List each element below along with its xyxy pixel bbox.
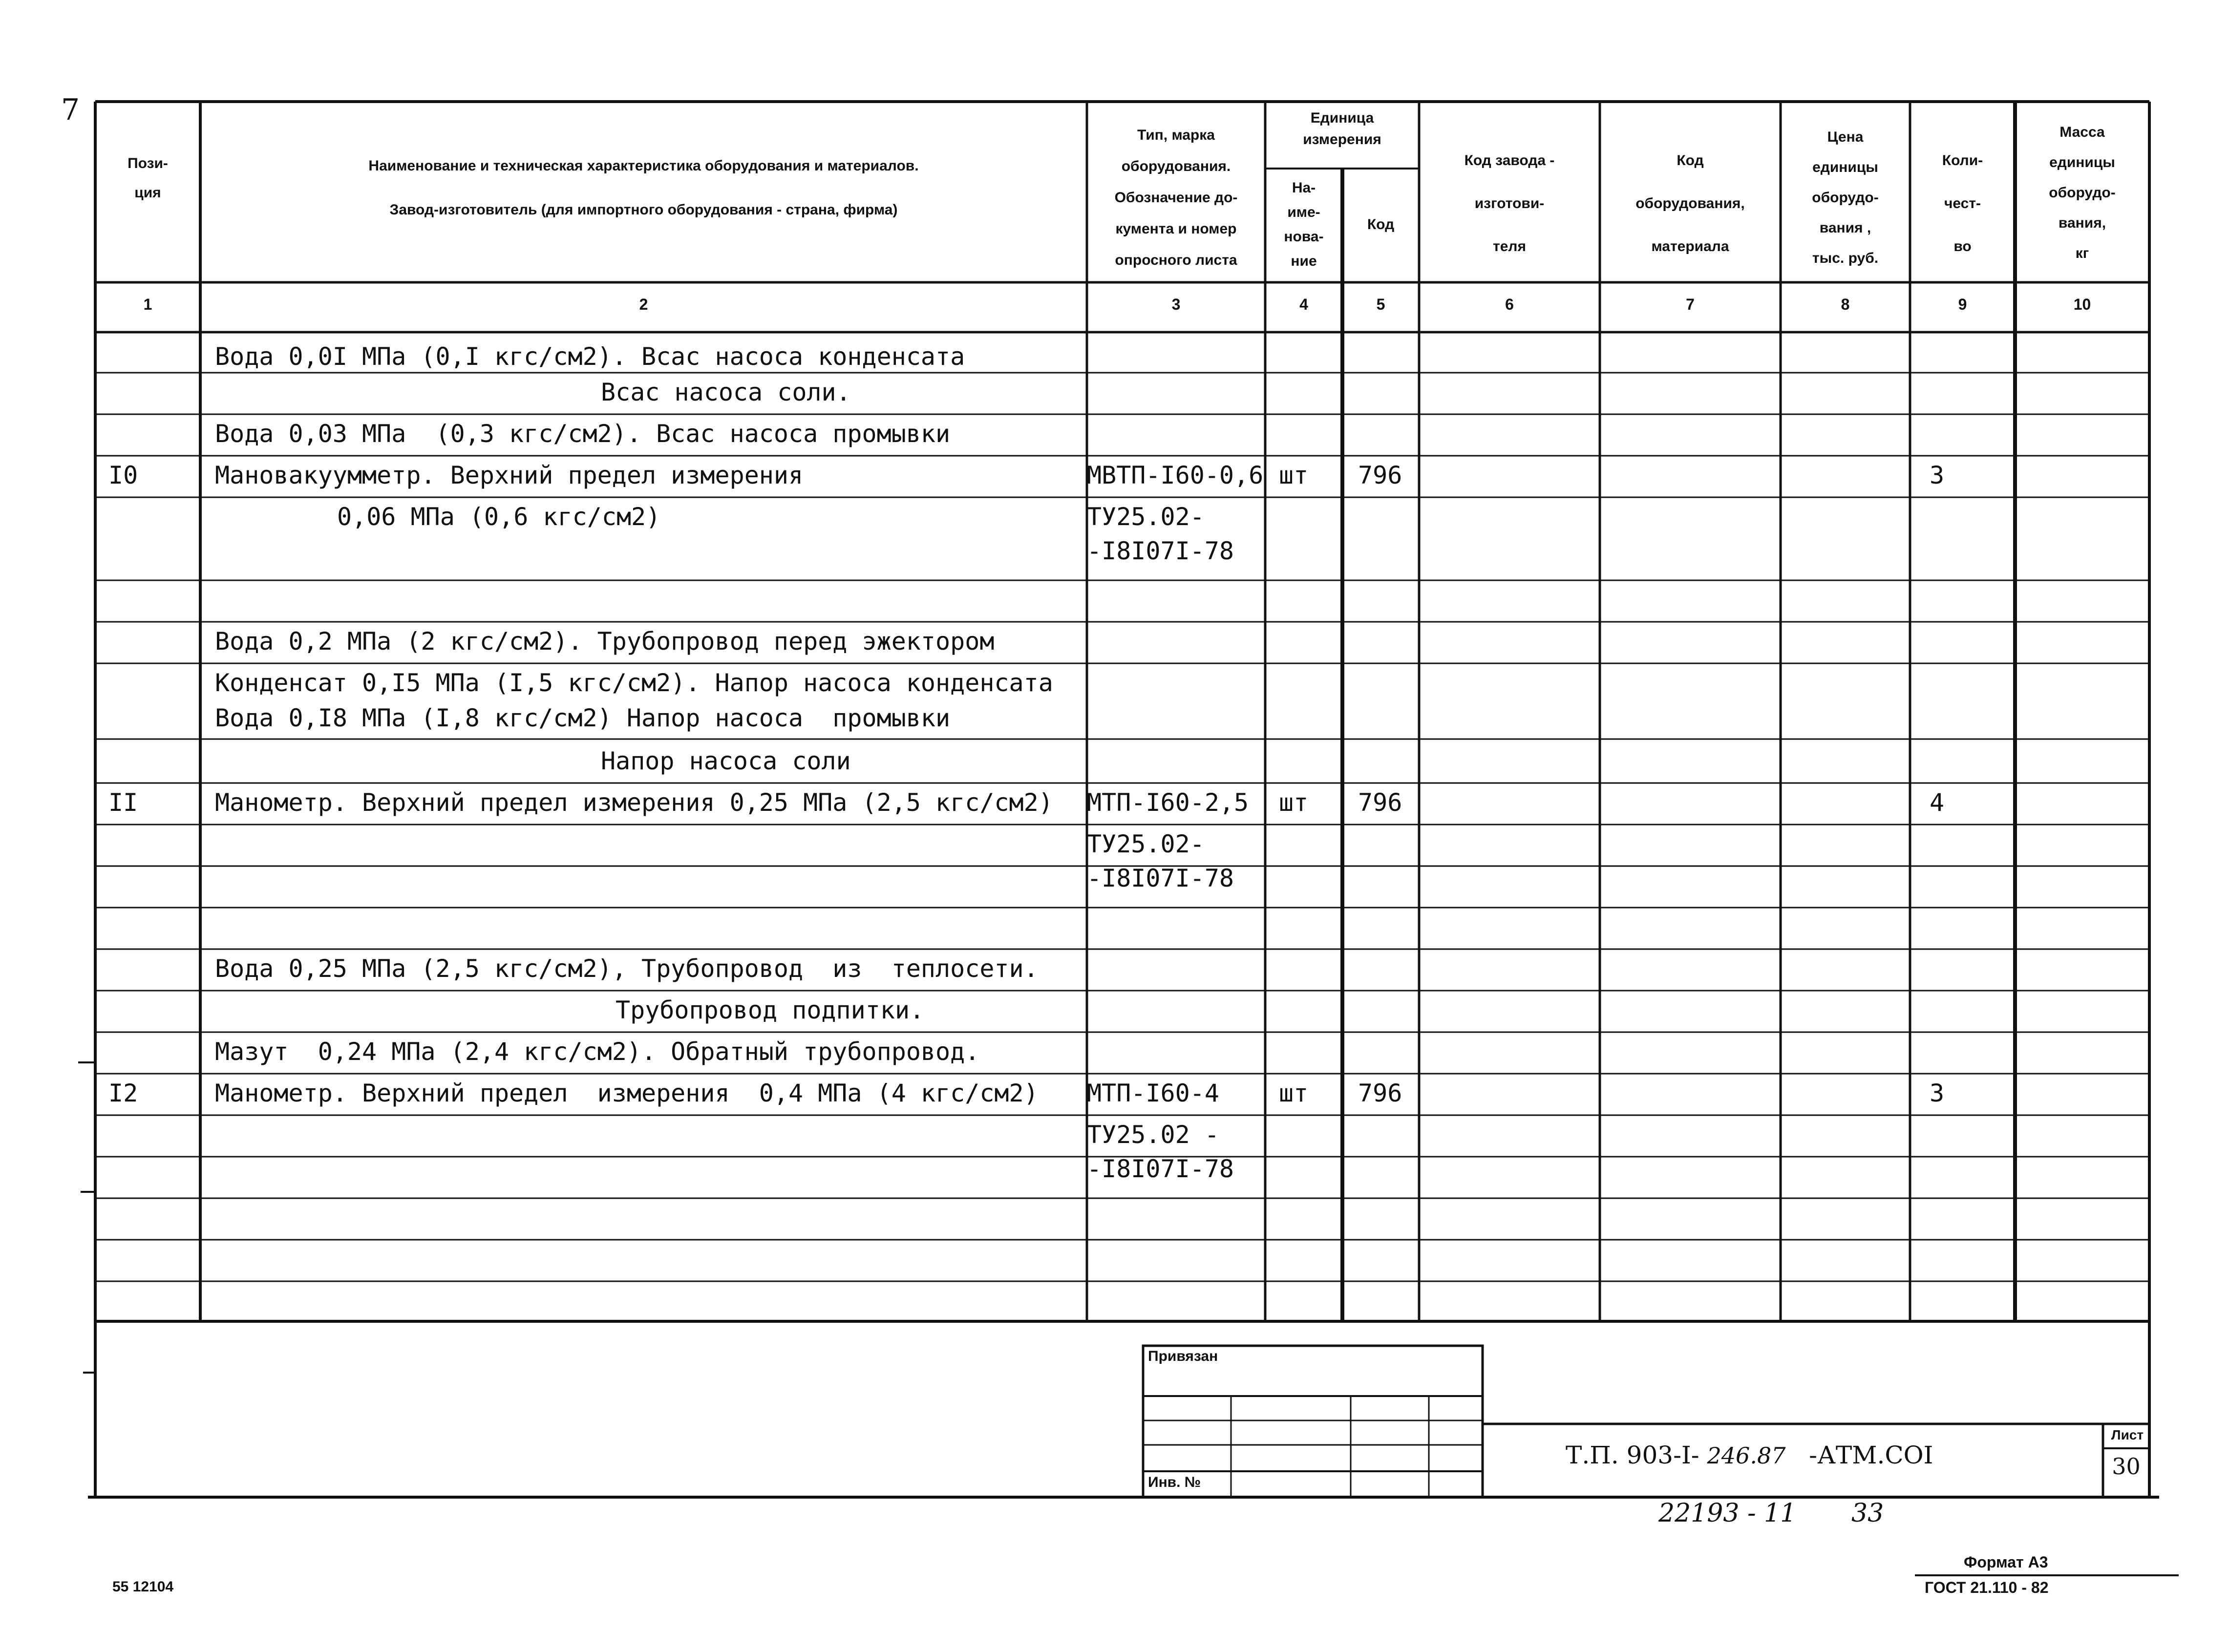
- handwritten-page: 33: [1851, 1499, 1884, 1528]
- gost-label: ГОСТ 21.110 - 82: [1925, 1579, 2049, 1596]
- cell-type: МТП-I60-4: [1087, 1079, 1219, 1107]
- format-label: Формат А3: [1964, 1553, 2048, 1571]
- cell-type: ТУ25.02 -: [1087, 1121, 1219, 1149]
- cell-type: -I8I07I-78: [1087, 1155, 1234, 1183]
- cell-unit: шт: [1279, 788, 1309, 817]
- header-quantity: Коли- чест- во: [1942, 152, 1983, 254]
- cell-position: I2: [108, 1079, 138, 1107]
- archive-number: 55 12104: [112, 1579, 174, 1595]
- header-price: Цена единицы оборудо- вания , тыс. руб.: [1812, 129, 1879, 266]
- cell-name: Вода 0,I8 МПа (I,8 кгс/см2) Напор насоса промывки: [215, 704, 951, 732]
- cell-type: ТУ25.02-: [1087, 830, 1205, 858]
- col-number: 10: [2073, 296, 2091, 313]
- col-number: 7: [1686, 296, 1695, 313]
- cell-name: Мановакуумметр. Верхний предел измерения: [215, 461, 804, 489]
- cell-name: Трубопровод подпитки.: [616, 996, 925, 1024]
- cell-position: II: [108, 788, 138, 817]
- col-number: 9: [1958, 296, 1967, 313]
- header-equipment-code: Код оборудования, материала: [1635, 152, 1745, 254]
- cell-name: Вода 0,0I МПа (0,I кгс/см2). Всас насоса конденсата: [215, 342, 965, 371]
- col-number: 3: [1171, 296, 1181, 313]
- sheet-label: Лист: [2111, 1427, 2144, 1442]
- cell-name: Манометр. Верхний предел измерения 0,25 МПа (2,5 кгс/см2): [215, 788, 1053, 817]
- cell-type: -I8I07I-78: [1087, 537, 1234, 565]
- cell-name: Вода 0,25 МПа (2,5 кгс/см2), Трубопровод из теплосети.: [215, 954, 1039, 983]
- cell-name: 0,06 МПа (0,6 кгс/см2): [337, 503, 661, 531]
- col-number: 2: [639, 296, 648, 313]
- cell-unit: шт: [1279, 1079, 1309, 1107]
- stamp-privyazan: Привязан: [1148, 1348, 1218, 1364]
- col-number: 8: [1841, 296, 1850, 313]
- cell-quantity: 3: [1930, 1079, 1945, 1107]
- sheet-number: 30: [2112, 1453, 2141, 1480]
- cell-name: Вода 0,03 МПа (0,3 кгс/см2). Всас насоса промывки: [215, 420, 951, 448]
- col-number: 4: [1299, 296, 1308, 313]
- header-unit-name: На- име- нова- ние: [1284, 180, 1324, 269]
- doc-designation: Т.П. 903-I- 246.87 -АТМ.COI: [1566, 1441, 1933, 1469]
- cell-code: 796: [1358, 788, 1402, 817]
- cell-unit: шт: [1279, 461, 1309, 489]
- header-mass: Масса единицы оборудо- вания, кг: [2049, 124, 2116, 261]
- cell-quantity: 4: [1930, 788, 1945, 817]
- cell-name: Всас насоса соли.: [601, 378, 851, 406]
- cell-type: -I8I07I-78: [1087, 864, 1234, 892]
- header-type: Тип, марка оборудования. Обозначение до- кумента и номер опросного листа: [1114, 127, 1238, 268]
- cell-name: Манометр. Верхний предел измерения 0,4 МПа (4 кгс/см2): [215, 1079, 1039, 1107]
- cell-code: 796: [1358, 1079, 1402, 1107]
- col-number: 6: [1505, 296, 1514, 313]
- cell-name: Напор насоса соли: [601, 747, 851, 775]
- cell-type: ТУ25.02-: [1087, 503, 1205, 531]
- col-number: 1: [143, 296, 152, 313]
- handwritten-number: 22193 - 11: [1658, 1499, 1797, 1528]
- header-factory-code: Код завода - изготови- теля: [1464, 152, 1555, 254]
- header-unit-group: Единица измерения: [1303, 110, 1381, 148]
- cell-quantity: 3: [1930, 461, 1945, 489]
- cell-type: МТП-I60-2,5: [1087, 788, 1249, 817]
- corner-mark: 7: [61, 93, 80, 127]
- header-name: Наименование и техническая характеристика оборудования и материалов. Завод-изготовитель (для импортного оборудования - страна, фирма): [368, 158, 919, 218]
- cell-name: Конденсат 0,I5 МПа (I,5 кгс/см2). Напор насоса конденсата: [215, 669, 1053, 697]
- col-number: 5: [1376, 296, 1385, 313]
- cell-name: Вода 0,2 МПа (2 кгс/см2). Трубопровод перед эжектором: [215, 627, 995, 656]
- cell-type: МВТП-I60-0,6: [1087, 461, 1264, 489]
- cell-code: 796: [1358, 461, 1402, 489]
- cell-position: I0: [108, 461, 138, 489]
- stamp-inv-no: Инв. №: [1148, 1474, 1201, 1490]
- cell-name: Мазут 0,24 МПа (2,4 кгс/см2). Обратный трубопровод.: [215, 1038, 980, 1066]
- header-unit-code: Код: [1367, 216, 1395, 233]
- header-position: Пози- ция: [127, 155, 168, 201]
